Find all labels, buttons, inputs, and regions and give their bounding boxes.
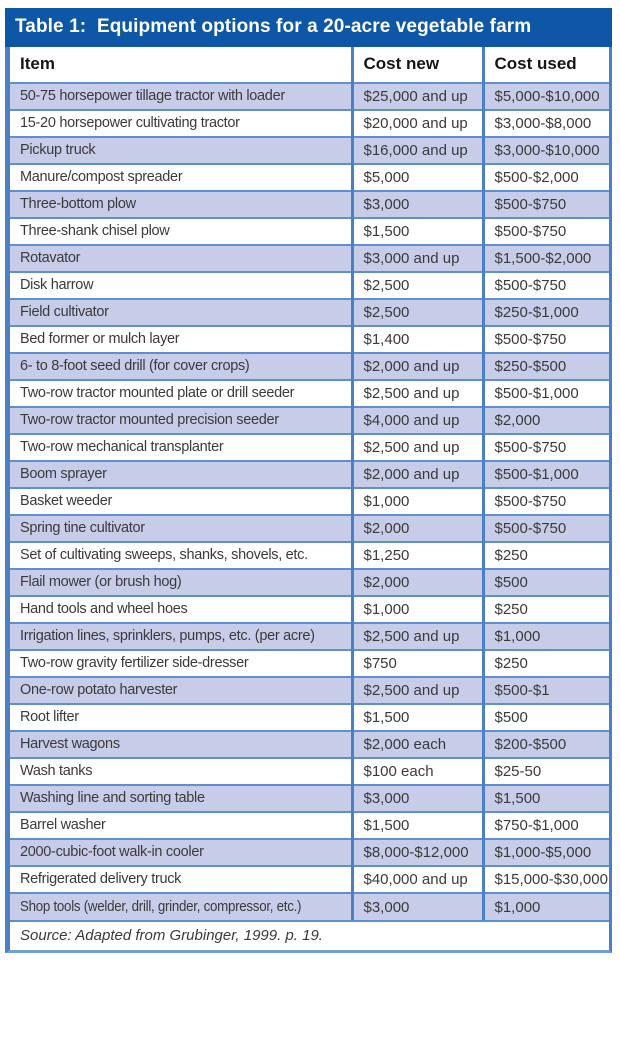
table-row (10, 407, 609, 434)
cost-used-cell: $500 (483, 569, 609, 596)
table-row (10, 326, 609, 353)
table-row (10, 434, 609, 461)
cost-used-cell: $1,000-$5,000 (483, 839, 609, 866)
item-cell: Wash tanks (10, 758, 352, 785)
cost-used-cell: $250 (483, 650, 609, 677)
table-row (10, 110, 609, 137)
cost-new-cell: $1,500 (352, 812, 483, 839)
cost-new-cell: $3,000 (352, 785, 483, 812)
cost-used-cell: $25-50 (483, 758, 609, 785)
item-cell: Root lifter (10, 704, 352, 731)
cost-used-cell: $250-$1,000 (483, 299, 609, 326)
cost-new-cell: $2,500 and up (352, 434, 483, 461)
table-row (10, 164, 609, 191)
item-cell: Spring tine cultivator (10, 515, 352, 542)
cost-new-cell: $1,500 (352, 218, 483, 245)
cost-new-cell: $2,500 and up (352, 380, 483, 407)
table-row (10, 758, 609, 785)
item-cell: Three-shank chisel plow (10, 218, 352, 245)
table-row (10, 380, 609, 407)
cost-used-cell: $15,000-$30,000 (483, 866, 609, 893)
item-cell: Irrigation lines, sprinklers, pumps, etc. (per acre) (10, 623, 352, 650)
cost-new-cell: $25,000 and up (352, 83, 483, 110)
item-cell: Barrel washer (10, 812, 352, 839)
table-row (10, 569, 609, 596)
cost-used-cell: $500-$1,000 (483, 380, 609, 407)
table-row (10, 83, 609, 110)
table-row (10, 137, 609, 164)
item-cell: Refrigerated delivery truck (10, 866, 352, 893)
cost-used-cell: $250 (483, 596, 609, 623)
table-row (10, 488, 609, 515)
cost-used-cell: $500-$750 (483, 326, 609, 353)
cost-used-cell: $250-$500 (483, 353, 609, 380)
item-cell: 50-75 horsepower tillage tractor with loader (10, 83, 352, 110)
cost-new-cell: $2,000 (352, 569, 483, 596)
item-cell: Hand tools and wheel hoes (10, 596, 352, 623)
cost-new-cell: $2,000 (352, 515, 483, 542)
table-row (10, 542, 609, 569)
table-row (10, 191, 609, 218)
item-cell: Manure/compost spreader (10, 164, 352, 191)
table-row (10, 866, 609, 893)
cost-used-cell: $500-$750 (483, 218, 609, 245)
cost-new-cell: $2,500 (352, 299, 483, 326)
cost-used-cell: $250 (483, 542, 609, 569)
item-cell: Rotavator (10, 245, 352, 272)
column-header-cost-used: Cost used (483, 47, 609, 83)
table-body (10, 83, 609, 920)
item-cell: Two-row tractor mounted precision seeder (10, 407, 352, 434)
cost-used-cell: $500-$750 (483, 434, 609, 461)
item-cell: Two-row mechanical transplanter (10, 434, 352, 461)
table-row (10, 812, 609, 839)
item-cell: Disk harrow (10, 272, 352, 299)
cost-new-cell: $2,500 and up (352, 623, 483, 650)
cost-used-cell: $500-$1,000 (483, 461, 609, 488)
cost-new-cell: $1,250 (352, 542, 483, 569)
item-cell: 15-20 horsepower cultivating tractor (10, 110, 352, 137)
cost-used-cell: $3,000-$10,000 (483, 137, 609, 164)
item-cell: Two-row gravity fertilizer side-dresser (10, 650, 352, 677)
table-container (5, 47, 612, 953)
header-row (10, 47, 609, 83)
cost-used-cell: $500-$750 (483, 515, 609, 542)
cost-used-cell: $2,000 (483, 407, 609, 434)
table-row (10, 785, 609, 812)
table-row (10, 245, 609, 272)
cost-new-cell: $1,000 (352, 596, 483, 623)
item-cell: Washing line and sorting table (10, 785, 352, 812)
table-row (10, 353, 609, 380)
item-cell: Shop tools (welder, drill, grinder, compressor, etc.) (10, 893, 352, 920)
column-header-item: Item (10, 47, 352, 83)
table-row (10, 596, 609, 623)
cost-used-cell: $1,500-$2,000 (483, 245, 609, 272)
equipment-table-panel (5, 8, 612, 953)
cost-new-cell: $3,000 (352, 191, 483, 218)
cost-new-cell: $2,500 and up (352, 677, 483, 704)
table-row (10, 461, 609, 488)
cost-used-cell: $500-$750 (483, 272, 609, 299)
cost-used-cell: $500-$2,000 (483, 164, 609, 191)
item-cell: Three-bottom plow (10, 191, 352, 218)
cost-used-cell: $1,000 (483, 623, 609, 650)
table-row (10, 623, 609, 650)
cost-new-cell: $4,000 and up (352, 407, 483, 434)
cost-used-cell: $500-$1 (483, 677, 609, 704)
cost-new-cell: $2,000 and up (352, 353, 483, 380)
cost-used-cell: $750-$1,000 (483, 812, 609, 839)
cost-new-cell: $100 each (352, 758, 483, 785)
cost-new-cell: $2,000 and up (352, 461, 483, 488)
table-row (10, 299, 609, 326)
item-cell: Bed former or mulch layer (10, 326, 352, 353)
cost-new-cell: $5,000 (352, 164, 483, 191)
cost-new-cell: $20,000 and up (352, 110, 483, 137)
cost-used-cell: $500 (483, 704, 609, 731)
table-row (10, 650, 609, 677)
table-row (10, 272, 609, 299)
column-header-cost-new: Cost new (352, 47, 483, 83)
cost-new-cell: $750 (352, 650, 483, 677)
table-row (10, 731, 609, 758)
cost-used-cell: $1,000 (483, 893, 609, 920)
item-cell: Set of cultivating sweeps, shanks, shovels, etc. (10, 542, 352, 569)
item-cell: Basket weeder (10, 488, 352, 515)
item-cell: Boom sprayer (10, 461, 352, 488)
cost-new-cell: $16,000 and up (352, 137, 483, 164)
cost-new-cell: $2,000 each (352, 731, 483, 758)
table-row (10, 677, 609, 704)
item-cell: Flail mower (or brush hog) (10, 569, 352, 596)
cost-new-cell: $1,400 (352, 326, 483, 353)
item-cell: One-row potato harvester (10, 677, 352, 704)
cost-new-cell: $40,000 and up (352, 866, 483, 893)
cost-new-cell: $3,000 and up (352, 245, 483, 272)
cost-new-cell: $2,500 (352, 272, 483, 299)
cost-used-cell: $1,500 (483, 785, 609, 812)
table-title: Table 1: Equipment options for a 20-acre vegetable farm (5, 8, 612, 47)
item-cell: Harvest wagons (10, 731, 352, 758)
cost-new-cell: $8,000-$12,000 (352, 839, 483, 866)
cost-used-cell: $200-$500 (483, 731, 609, 758)
table-row (10, 515, 609, 542)
item-cell: Field cultivator (10, 299, 352, 326)
table-row (10, 893, 609, 920)
cost-new-cell: $1,500 (352, 704, 483, 731)
table-row (10, 218, 609, 245)
item-cell: 6- to 8-foot seed drill (for cover crops) (10, 353, 352, 380)
cost-used-cell: $3,000-$8,000 (483, 110, 609, 137)
item-cell: 2000-cubic-foot walk-in cooler (10, 839, 352, 866)
table-row (10, 704, 609, 731)
equipment-table (10, 47, 609, 920)
item-cell: Two-row tractor mounted plate or drill seeder (10, 380, 352, 407)
cost-used-cell: $500-$750 (483, 191, 609, 218)
cost-used-cell: $500-$750 (483, 488, 609, 515)
source-note: Source: Adapted from Grubinger, 1999. p. 19. (10, 920, 609, 950)
cost-used-cell: $5,000-$10,000 (483, 83, 609, 110)
cost-new-cell: $1,000 (352, 488, 483, 515)
cost-new-cell: $3,000 (352, 893, 483, 920)
table-row (10, 839, 609, 866)
item-cell: Pickup truck (10, 137, 352, 164)
